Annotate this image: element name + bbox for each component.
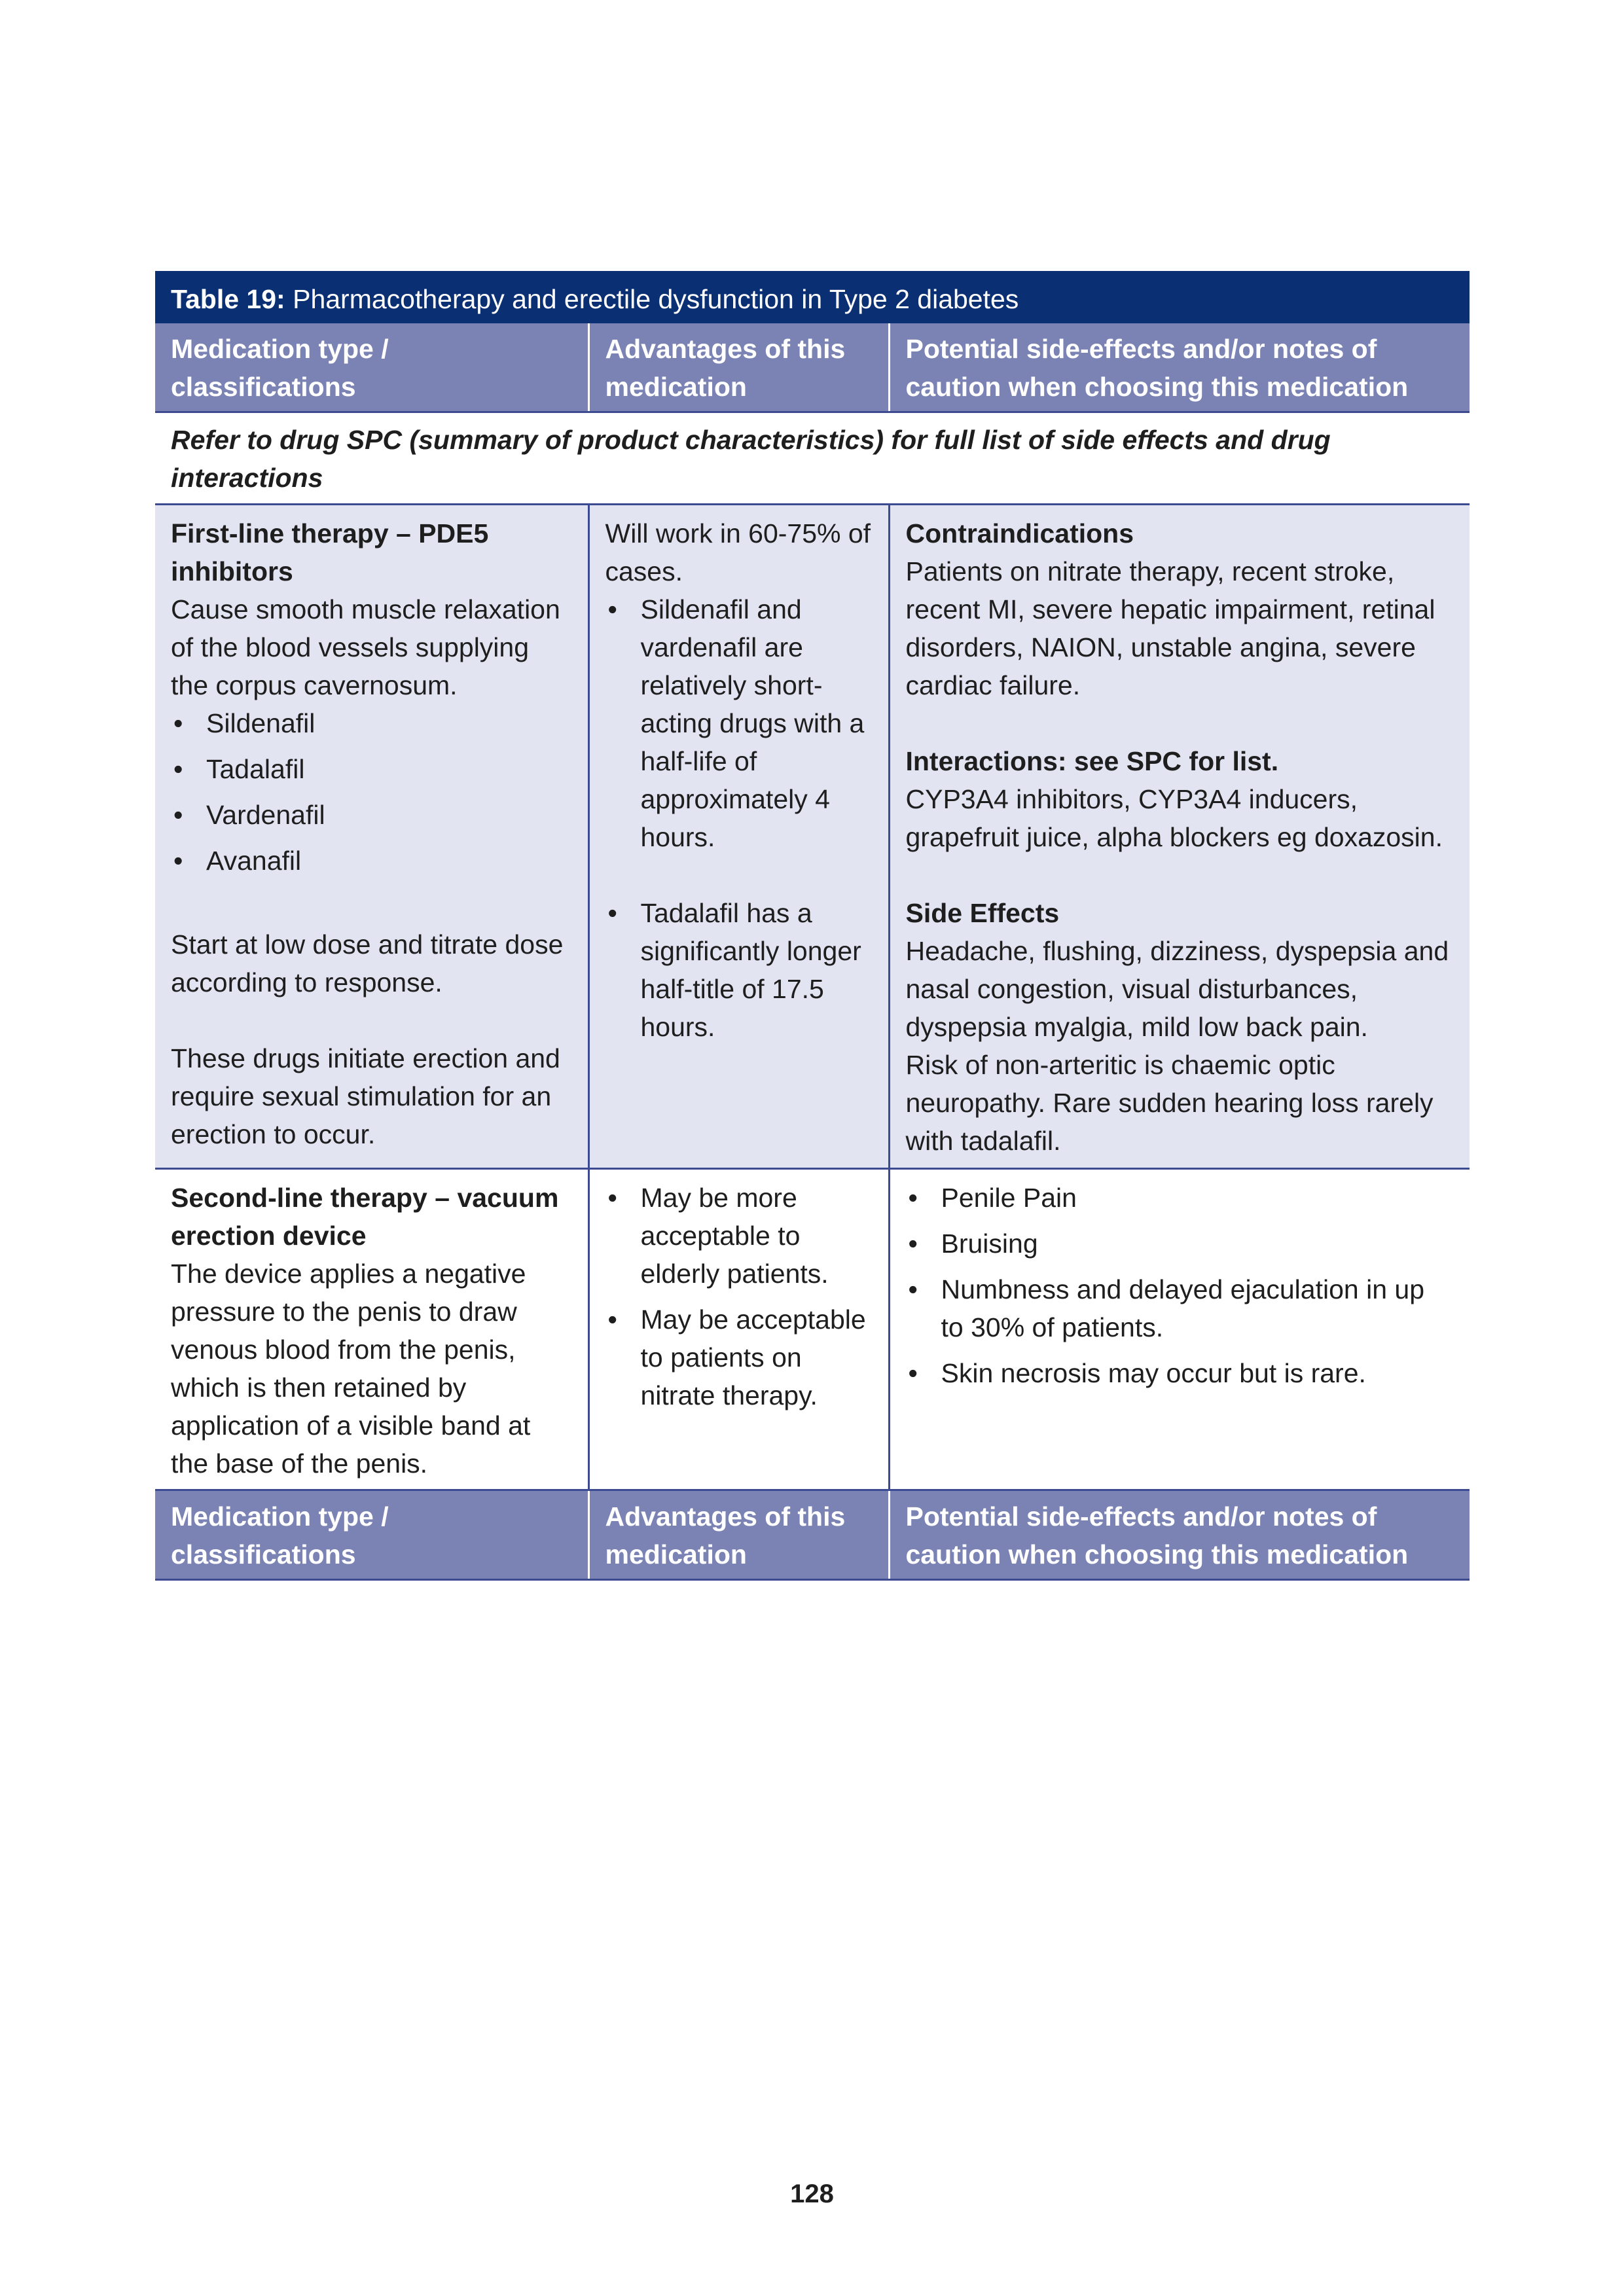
list-item: • May be more acceptable to elderly patients. [605, 1179, 873, 1293]
contraindications-heading: Contraindications [905, 518, 1134, 548]
risk-text: Risk of non-arteritic is chaemic optic neuropathy. Rare sudden hearing loss rarely with tadalafil. [905, 1050, 1434, 1156]
header-side-effects: Potential side-effects and/or notes of caution when choosing this medication [889, 323, 1470, 412]
contraindications-text: Patients on nitrate therapy, recent stroke, recent MI, severe hepatic impairment, retinal disorders, NAION, unstable angina, severe cardiac failure. [905, 556, 1435, 700]
efficacy-text: Will work in 60-75% of cases. [605, 518, 871, 586]
list-item: • Bruising [906, 1225, 1454, 1263]
table-row [155, 1169, 1470, 1490]
footer-header-medication-type: Medication type / classifications [155, 1490, 588, 1580]
first-line-description: Cause smooth muscle relaxation of the blood vessels supplying the corpus cavernosum. [171, 594, 560, 700]
cell-first-line-side-effects [889, 505, 1470, 1169]
interactions-text: CYP3A4 inhibitors, CYP3A4 inducers, grapefruit juice, alpha blockers eg doxazosin. [905, 784, 1443, 852]
list-item: • May be acceptable to patients on nitrate therapy. [605, 1300, 873, 1414]
cell-second-line-side-effects [889, 1169, 1470, 1490]
list-item: • Numbness and delayed ejaculation in up to 30% of patients. [906, 1270, 1454, 1346]
list-item: • Tadalafil has a significantly longer half-title of 17.5 hours. [605, 894, 873, 1046]
table-note-row [155, 412, 1470, 505]
footer-header-side-effects: Potential side-effects and/or notes of caution when choosing this medication [889, 1490, 1470, 1580]
footer-header-advantages: Advantages of this medication [588, 1490, 889, 1580]
table-title-row [155, 271, 1470, 323]
first-line-heading: First-line therapy – PDE5 inhibitors [171, 518, 489, 586]
second-line-heading: Second-line therapy – vacuum erection device [171, 1183, 559, 1251]
list-item: • Skin necrosis may occur but is rare. [906, 1354, 1454, 1392]
second-line-side-effects-list [906, 1179, 1454, 1392]
side-effects-heading: Side Effects [905, 898, 1060, 928]
table-header-row [155, 323, 1470, 412]
table-footer-header-row [155, 1490, 1470, 1580]
table-title [155, 271, 1470, 323]
dosing-note: Start at low dose and titrate dose according to response. [171, 929, 564, 997]
pharmacotherapy-table [155, 271, 1470, 1581]
header-medication-type: Medication type / classifications [155, 323, 588, 412]
list-item: • Penile Pain [906, 1179, 1454, 1217]
list-item: • Avanafil [171, 842, 572, 880]
cell-first-line-medication [155, 505, 588, 1169]
cell-first-line-advantages [588, 505, 889, 1169]
cell-second-line-advantages [588, 1169, 889, 1490]
list-item: • Sildenafil [171, 704, 572, 742]
advantages-list [605, 590, 873, 856]
interactions-heading: Interactions: see SPC for list. [905, 746, 1279, 776]
advantages-list-2 [605, 894, 873, 1046]
cell-second-line-medication [155, 1169, 588, 1490]
list-item: • Vardenafil [171, 796, 572, 834]
second-line-description: The device applies a negative pressure to the penis to draw venous blood from the penis, which is then retained by application of a visible band at the base of the penis. [171, 1259, 531, 1479]
page-number: 128 [790, 2179, 834, 2208]
table-title-prefix: Table 19: [171, 284, 285, 314]
list-item: • Tadalafil [171, 750, 572, 788]
pde5-drug-list [171, 704, 572, 880]
table-title-text: Pharmacotherapy and erectile dysfunction in Type 2 diabetes [285, 284, 1019, 314]
stimulation-note: These drugs initiate erection and require sexual stimulation for an erection to occur. [171, 1043, 560, 1149]
side-effects-text: Headache, flushing, dizziness, dyspepsia and nasal congestion, visual disturbances, dyspepsia myalgia, mild low back pain. [905, 936, 1449, 1042]
table-note: Refer to drug SPC (summary of product characteristics) for full list of side effects and drug interactions [155, 412, 1470, 505]
header-advantages: Advantages of this medication [588, 323, 889, 412]
list-item: • Sildenafil and vardenafil are relatively short-acting drugs with a half-life of approximately 4 hours. [605, 590, 873, 856]
second-line-advantages-list [605, 1179, 873, 1414]
table-row [155, 505, 1470, 1169]
